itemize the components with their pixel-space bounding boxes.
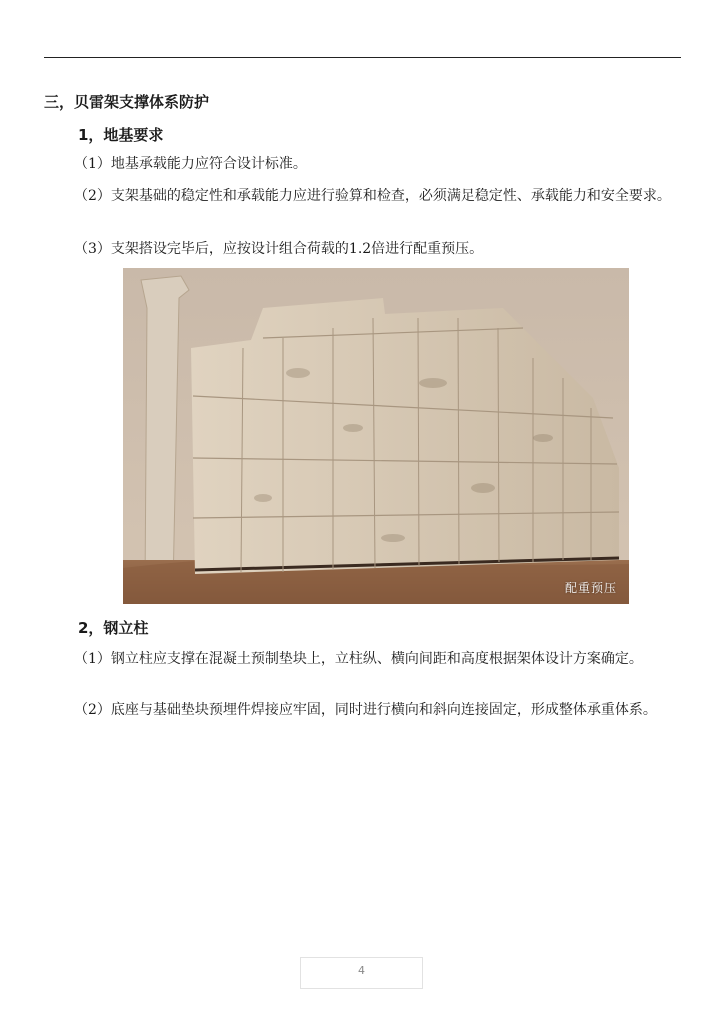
preloading-photo (123, 268, 629, 604)
steel-columns-item-1: （1）钢立柱应支撑在混凝土预制垫块上，立柱纵、横向间距和高度根据架体设计方案确定。 (74, 651, 643, 667)
concrete-block-stack-image (123, 268, 629, 604)
foundation-item-1: （1）地基承载能力应符合设计标准。 (74, 156, 307, 172)
steel-columns-item-2: （2）底座与基础垫块预埋件焊接应牢固，同时进行横向和斜向连接固定，形成整体承重体系。 (74, 702, 657, 718)
foundation-item-3: （3）支架搭设完毕后，应按设计组合荷载的1.2倍进行配重预压。 (74, 241, 484, 257)
page-number: 4 (300, 957, 423, 989)
photo-caption: 配重预压 (564, 581, 617, 595)
foundation-item-2: （2）支架基础的稳定性和承载能力应进行验算和检查，必须满足稳定性、承载能力和安全要求。 (74, 188, 671, 204)
foundation-heading: 1，地基要求 (78, 126, 164, 144)
header-rule (44, 57, 681, 58)
section-heading: 三，贝雷架支撑体系防护 (44, 93, 210, 111)
steel-columns-heading: 2，钢立柱 (78, 619, 149, 637)
